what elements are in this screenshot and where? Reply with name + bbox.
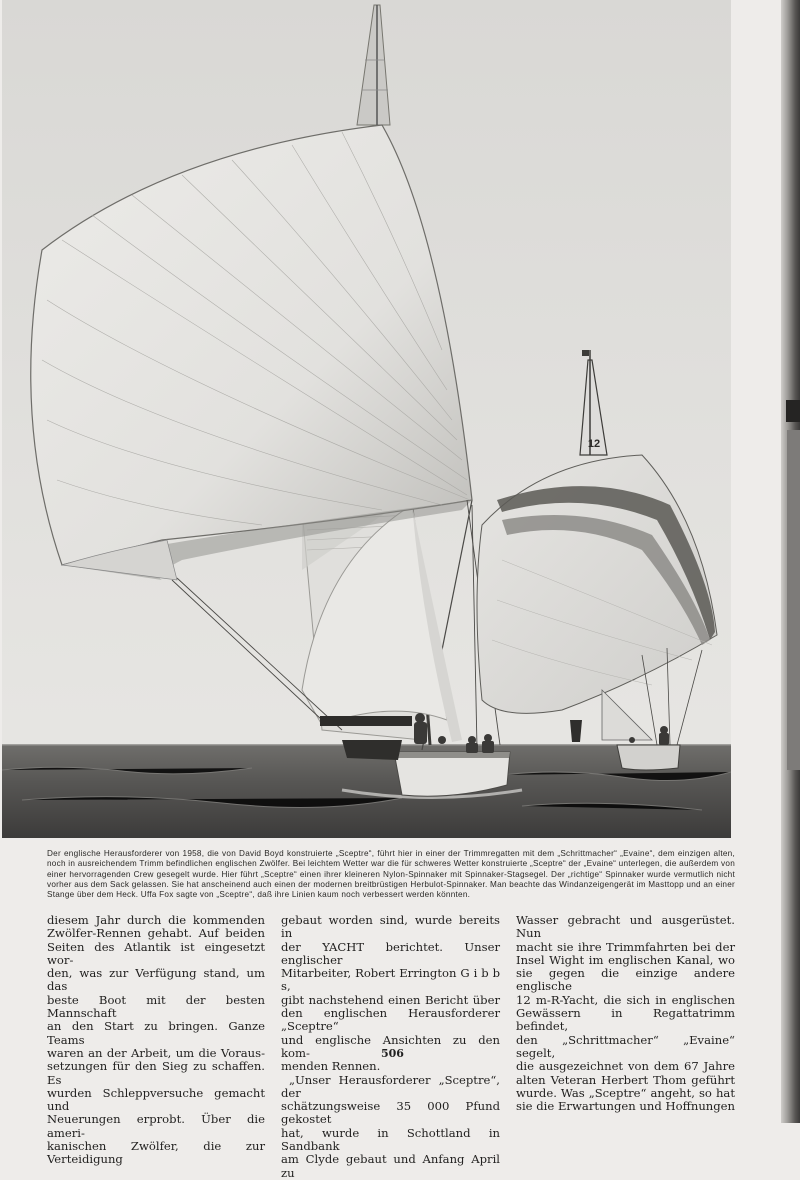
text-line: gebaut worden sind, wurde bereits in [281,913,500,941]
text-line: Gewässern in Regattatrimm befindet, [516,1006,735,1034]
sailing-yachts-photo [2,0,731,838]
text-line: Wasser gebracht und ausgerüstet. Nun [516,913,735,941]
text-line: waren an der Arbeit, um die Voraus- [47,1045,265,1060]
text-line: kanischen Zwölfer, die zur Verteidigung [47,1139,265,1167]
text-line: sie die Erwartungen und Hoffnungen [516,1099,735,1114]
text-line: am Clyde gebaut und Anfang April zu [281,1152,500,1180]
page-number: 506 [381,1047,404,1060]
binding-shadow [787,430,800,770]
article-column-1 [47,914,265,1167]
text-line: und englische Ansichten zu den kom- [281,1032,500,1060]
text-line: hat, wurde in Schottland in Sandbank [281,1125,500,1154]
text-line: wurden Schleppversuche gemacht und [47,1085,265,1114]
text-line: den, was zur Verfügung stand, um das [47,966,265,994]
text-line: schätzungsweise 35 000 Pfund gekostet [281,1099,500,1127]
text-line: den englischen Herausforderer „Sceptre“ [281,1006,500,1034]
article-column-3 [516,914,735,1113]
text-line: wurde. Was „Sceptre“ angeht, so hat [516,1085,735,1100]
text-line: diesem Jahr durch die kommenden [47,913,265,927]
text-line: setzungen für den Sieg zu schaffen. Es [47,1059,265,1087]
text-line: 12 m-R-Yacht, die sich in englischen [516,992,735,1007]
text-line: macht sie ihre Trimmfahrten bei der [516,939,735,954]
text-line: Seiten des Atlantik ist eingesetzt wor- [47,939,265,967]
text-line: den „Schrittmacher“ „Evaine“ segelt, [516,1032,735,1060]
text-line: „Unser Herausforderer „Sceptre“, der [281,1072,500,1100]
text-line: Mitarbeiter, Robert Errington G i b b s, [281,966,500,994]
text-line: an den Start zu bringen. Ganze Teams [47,1019,265,1047]
text-line: Neuerungen erprobt. Über die ameri- [47,1112,265,1140]
text-line: alten Veteran Herbert Thom geführt [516,1072,735,1087]
binding-mark [786,400,800,422]
text-line: gibt nachstehend einen Bericht über [281,992,500,1007]
text-line: sie gegen die einzige andere englische [516,966,735,994]
text-line: menden Rennen. [281,1059,381,1074]
sail-number-label: 12 [587,438,601,450]
text-line: der YACHT berichtet. Unser englischer [281,939,500,967]
text-line: Zwölfer-Rennen gehabt. Auf beiden [47,926,265,941]
text-line: die ausgezeichnet von dem 67 Jahre [516,1059,735,1074]
text-line: beste Boot mit der besten Mannschaft [47,992,265,1021]
text-line: Insel Wight im englischen Kanal, wo [516,952,735,967]
photo-caption: Der englische Herausforderer von 1958, die von David Boyd konstruierte „Sceptre“, führt hier in einer der Trimmregatten mit dem „Schrittmacher“ „Evaine“, dem einzigen alten, noch in ausreichendem Trimm befindlichen englischen Zwölfer. Bei leichtem Wetter war die für schweres Wetter konstruierte „Sceptre“ der „Evaine“ unterlegen, die außerdem von einer hervorragenden Crew gesegelt wurde. Hier führt „Sceptre“ einen ihrer kleineren Nylon-Spinnaker mit Spinnaker-Stagsegel. Der „richtige“ Spinnaker wurde vermutlich nicht vorher aus dem Sack gelassen. Sie hat anscheinend auch einen der modernen breitbrüstigen Herbulot-Spinnaker. Man beachte das Windanzeigengerät im Masttopp und an einer Stange über dem Heck. Uffa Fox sagte von „Sceptre“, daß ihre Linien kaum noch verbessert werden könnten. [47,849,735,900]
